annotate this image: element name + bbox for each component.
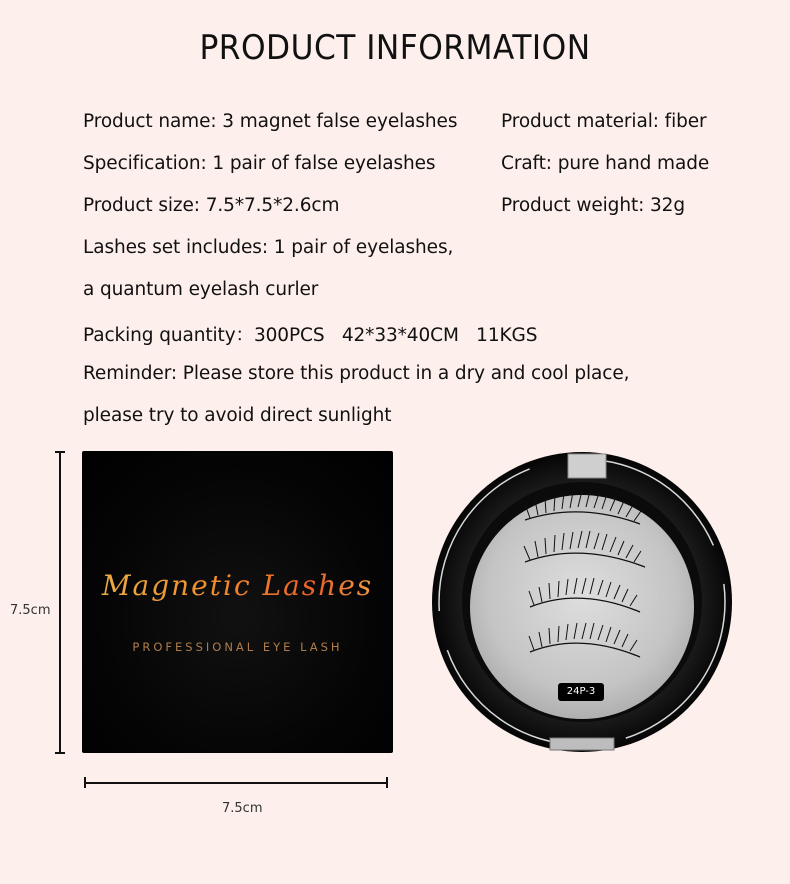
box-brand-text: Magnetic Lashes [82,569,393,602]
height-dimension-line [59,451,61,753]
spec-material: Product material: fiber [501,111,707,132]
width-dimension-label: 7.5cm [222,801,263,816]
spec-specification: Specification: 1 pair of false eyelashes [83,153,436,174]
spec-set-includes-cont: a quantum eyelash curler [83,279,319,300]
spec-reminder-cont: please try to avoid direct sunlight [83,405,392,426]
spec-weight: Product weight: 32g [501,195,685,216]
spec-set-includes: Lashes set includes: 1 pair of eyelashes, [83,237,454,258]
lash-case-illustration [430,452,735,752]
width-dimension-cap-left [84,777,86,788]
lash-case-image [430,452,735,752]
height-dimension-label: 7.5cm [10,603,51,618]
page-title: PRODUCT INFORMATION [199,28,591,68]
model-code-badge: 24P-3 [558,683,604,701]
spec-product-size: Product size: 7.5*7.5*2.6cm [83,195,340,216]
spec-reminder: Reminder: Please store this product in a dry and cool place, [83,363,630,384]
spec-product-name: Product name: 3 magnet false eyelashes [83,111,458,132]
product-box-image [82,451,393,753]
width-dimension-line [84,782,387,784]
height-dimension-cap-bottom [55,752,65,754]
height-dimension-cap-top [55,451,65,453]
width-dimension-cap-right [386,777,388,788]
box-subtitle-text: PROFESSIONAL EYE LASH [132,640,343,654]
spec-packing-quantity: Packing quantity：300PCS 42*33*40CM 11KGS [83,325,538,346]
spec-craft: Craft: pure hand made [501,153,710,174]
